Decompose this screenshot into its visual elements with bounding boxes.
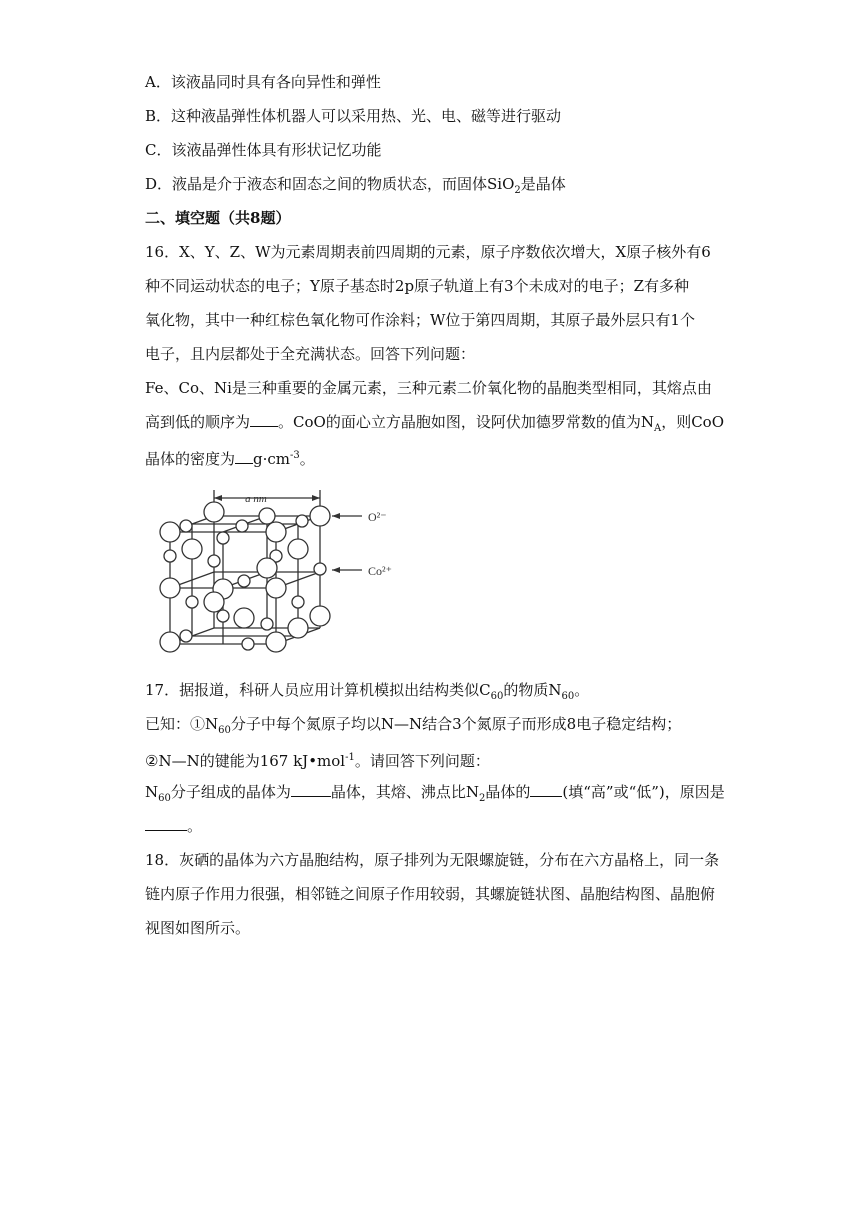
o-pointer-arrow <box>332 513 340 519</box>
q17-text: 。 <box>187 817 203 835</box>
co-ion-label: Co²⁺ <box>368 564 392 578</box>
answer-blank <box>235 449 253 464</box>
q18-line2: 链内原子作用力很强，相邻链之间原子作用较弱，其螺旋链状图、晶胞结构图、晶胞俯 <box>145 885 716 903</box>
dim-arrow-left <box>214 495 222 501</box>
o-ion <box>204 502 224 522</box>
q17-text: N <box>145 783 159 801</box>
q17-line5 <box>145 816 202 836</box>
o-ion <box>288 618 308 638</box>
co-ion <box>261 618 273 630</box>
q16-text: ，则CoO <box>661 413 724 431</box>
subscript: 2 <box>514 185 521 196</box>
dim-arrow-right <box>312 495 320 501</box>
subscript: 60 <box>490 691 504 702</box>
q16-text: 晶体的密度为 <box>145 450 236 468</box>
subscript: 2 <box>479 793 486 804</box>
q16-line1: 16．X、Y、Z、W为元素周期表前四周期的元素，原子序数依次增大，X原子核外有6 <box>145 243 711 261</box>
co-pointer-arrow <box>332 567 340 573</box>
q17-line3 <box>145 748 490 771</box>
answer-blank <box>530 782 562 797</box>
subscript: 60 <box>561 691 575 702</box>
co-ion <box>217 532 229 544</box>
co-ion <box>314 563 326 575</box>
q17-text: ②N—N的键能为167 kJ•mol <box>145 752 346 770</box>
q17-line1 <box>145 680 589 707</box>
section-heading: 二、填空题（共8题） <box>145 209 291 227</box>
q17-line2 <box>145 714 681 741</box>
q18-line1: 18．灰硒的晶体为六方晶胞结构，原子排列为无限螺旋链，分布在六方晶格上，同一条 <box>145 851 720 869</box>
option-c: C．该液晶弹性体具有形状记忆功能 <box>145 141 382 159</box>
q18-line3: 视图如图所示。 <box>145 919 251 937</box>
q17-text: 分子组成的晶体为 <box>170 783 291 801</box>
o-ion <box>288 539 308 559</box>
co-ion <box>292 596 304 608</box>
option-d <box>145 174 566 201</box>
o-ion <box>182 539 202 559</box>
co-ion <box>238 575 250 587</box>
o-ion <box>266 632 286 652</box>
o-ion <box>234 608 254 628</box>
q17-text: 。请回答下列问题： <box>354 752 490 770</box>
o-ion <box>160 522 180 542</box>
option-a: A．该液晶同时具有各向异性和弹性 <box>145 73 381 91</box>
co-ion <box>208 555 220 567</box>
q16-line3: 氧化物，其中一种红棕色氧化物可作涂料；W位于第四周期，其原子最外层只有1个 <box>145 311 695 329</box>
o-ion <box>266 522 286 542</box>
subscript: 60 <box>218 725 231 736</box>
o-ion <box>266 578 286 598</box>
o-ion-label: O²⁻ <box>368 510 387 524</box>
option-d-text: D．液晶是介于液态和固态之间的物质状态，而固体SiO <box>145 175 515 193</box>
q16-line2: 种不同运动状态的电子；Y原子基态时2p原子轨道上有3个未成对的电子；Z有多种 <box>145 277 690 295</box>
superscript: -1 <box>345 752 355 763</box>
q16-text: 。 <box>299 450 315 468</box>
co-ion <box>296 515 308 527</box>
q17-text: 晶体，其熔、沸点比N <box>330 783 480 801</box>
unit-text: g·cm <box>253 450 291 468</box>
co-ion <box>180 630 192 642</box>
q17-text: 的物质N <box>503 681 562 699</box>
o-ion <box>310 606 330 626</box>
q17-line4 <box>145 782 725 809</box>
q17-text: 分子中每个氮原子均以N—N结合3个氮原子而形成8电子稳定结构； <box>230 715 682 733</box>
co-ion <box>217 610 229 622</box>
q16-line4: 电子，且内层都处于全充满状态。回答下列问题： <box>145 345 476 363</box>
o-ion <box>310 506 330 526</box>
coo-unit-cell-figure <box>152 486 402 658</box>
co-ion <box>180 520 192 532</box>
o-ion <box>257 558 277 578</box>
co-ion <box>236 520 248 532</box>
subscript: A <box>653 423 662 434</box>
q16-text: 高到低的顺序为 <box>145 413 251 431</box>
o-ion <box>259 508 275 524</box>
q17-text: 晶体的 <box>485 783 531 801</box>
answer-blank <box>291 782 331 797</box>
option-b: B．这种液晶弹性体机器人可以采用热、光、电、磁等进行驱动 <box>145 107 562 125</box>
subscript: 60 <box>158 793 171 804</box>
o-ion <box>160 632 180 652</box>
dimension-label: a nm <box>245 493 267 505</box>
q16-line6 <box>145 412 724 439</box>
answer-blank <box>145 816 187 831</box>
q17-text: 。 <box>574 681 590 699</box>
co-ion <box>186 596 198 608</box>
co-ion <box>164 550 176 562</box>
answer-blank <box>250 412 278 427</box>
q17-text: (填“高”或“低”)，原因是 <box>562 783 725 801</box>
o-ion <box>160 578 180 598</box>
o-ion <box>204 592 224 612</box>
q17-text: 已知：①N <box>145 715 219 733</box>
co-ion <box>242 638 254 650</box>
superscript: -3 <box>290 450 300 461</box>
q17-text: 17．据报道，科研人员应用计算机模拟出结构类似C <box>145 681 491 699</box>
q16-line5: Fe、Co、Ni是三种重要的金属元素，三种元素二价氧化物的晶胞类型相同，其熔点由 <box>145 379 712 397</box>
q16-text: 。CoO的面心立方晶胞如图，设阿伏加德罗常数的值为N <box>278 413 654 431</box>
q16-line7 <box>145 446 315 469</box>
option-d-text-end: 是晶体 <box>520 175 566 193</box>
